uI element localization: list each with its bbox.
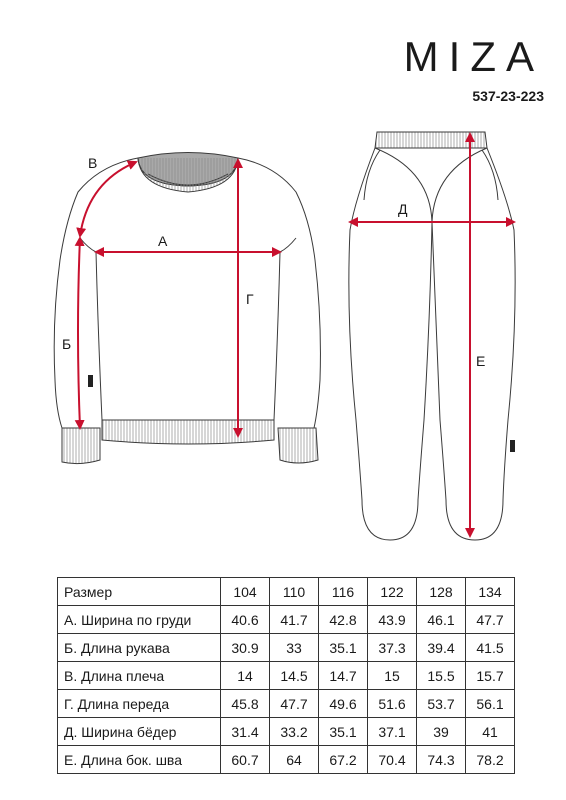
row-value: 41.7 <box>270 606 319 634</box>
row-value: 45.8 <box>221 690 270 718</box>
row-value: 37.1 <box>368 718 417 746</box>
row-label: В. Длина плеча <box>58 662 221 690</box>
row-label: Е. Длина бок. шва <box>58 746 221 774</box>
row-value: 41.5 <box>466 634 515 662</box>
table-row <box>58 606 515 634</box>
sweatshirt-outline <box>54 158 320 428</box>
row-value: 35.1 <box>319 718 368 746</box>
article-number: 537-23-223 <box>472 88 544 104</box>
measure-v <box>80 162 136 236</box>
table-row <box>58 718 515 746</box>
row-label: Б. Длина рукава <box>58 634 221 662</box>
row-value: 33 <box>270 634 319 662</box>
row-value: 37.3 <box>368 634 417 662</box>
header-size: 110 <box>270 578 319 606</box>
label-e: Е <box>476 353 486 369</box>
row-value: 15.7 <box>466 662 515 690</box>
row-value: 14 <box>221 662 270 690</box>
row-value: 35.1 <box>319 634 368 662</box>
row-value: 53.7 <box>417 690 466 718</box>
label-g: Г <box>246 291 254 307</box>
table-row <box>58 690 515 718</box>
row-value: 70.4 <box>368 746 417 774</box>
table-row <box>58 662 515 690</box>
table-header-row <box>58 578 515 606</box>
row-value: 46.1 <box>417 606 466 634</box>
label-a: А <box>158 233 168 249</box>
row-value: 47.7 <box>270 690 319 718</box>
row-value: 31.4 <box>221 718 270 746</box>
row-label: Г. Длина переда <box>58 690 221 718</box>
brand-logo: MIZA <box>403 33 544 80</box>
row-value: 14.7 <box>319 662 368 690</box>
row-value: 60.7 <box>221 746 270 774</box>
pants-drawing <box>349 132 515 540</box>
size-chart-table <box>57 577 515 774</box>
row-value: 14.5 <box>270 662 319 690</box>
row-value: 39.4 <box>417 634 466 662</box>
row-value: 43.9 <box>368 606 417 634</box>
pants-measurements <box>350 134 514 536</box>
row-value: 78.2 <box>466 746 515 774</box>
header-size: 122 <box>368 578 417 606</box>
table-row <box>58 746 515 774</box>
header-size: 128 <box>417 578 466 606</box>
pants-outline <box>349 148 515 500</box>
label-d: Д <box>398 201 408 217</box>
measure-b <box>78 238 80 428</box>
row-value: 39 <box>417 718 466 746</box>
row-value: 56.1 <box>466 690 515 718</box>
row-value: 42.8 <box>319 606 368 634</box>
row-value: 33.2 <box>270 718 319 746</box>
header-size: 116 <box>319 578 368 606</box>
row-value: 47.7 <box>466 606 515 634</box>
row-value: 40.6 <box>221 606 270 634</box>
row-value: 74.3 <box>417 746 466 774</box>
table-row <box>58 634 515 662</box>
row-value: 15.5 <box>417 662 466 690</box>
row-value: 67.2 <box>319 746 368 774</box>
row-value: 49.6 <box>319 690 368 718</box>
header-label: Размер <box>58 578 221 606</box>
header-size: 104 <box>221 578 270 606</box>
row-value: 15 <box>368 662 417 690</box>
row-label: Д. Ширина бёдер <box>58 718 221 746</box>
label-v: В <box>88 155 98 171</box>
row-label: А. Ширина по груди <box>58 606 221 634</box>
label-b: Б <box>62 336 72 352</box>
row-value: 41 <box>466 718 515 746</box>
row-value: 64 <box>270 746 319 774</box>
row-value: 51.6 <box>368 690 417 718</box>
sweatshirt-drawing <box>54 153 320 464</box>
row-value: 30.9 <box>221 634 270 662</box>
header-size: 134 <box>466 578 515 606</box>
